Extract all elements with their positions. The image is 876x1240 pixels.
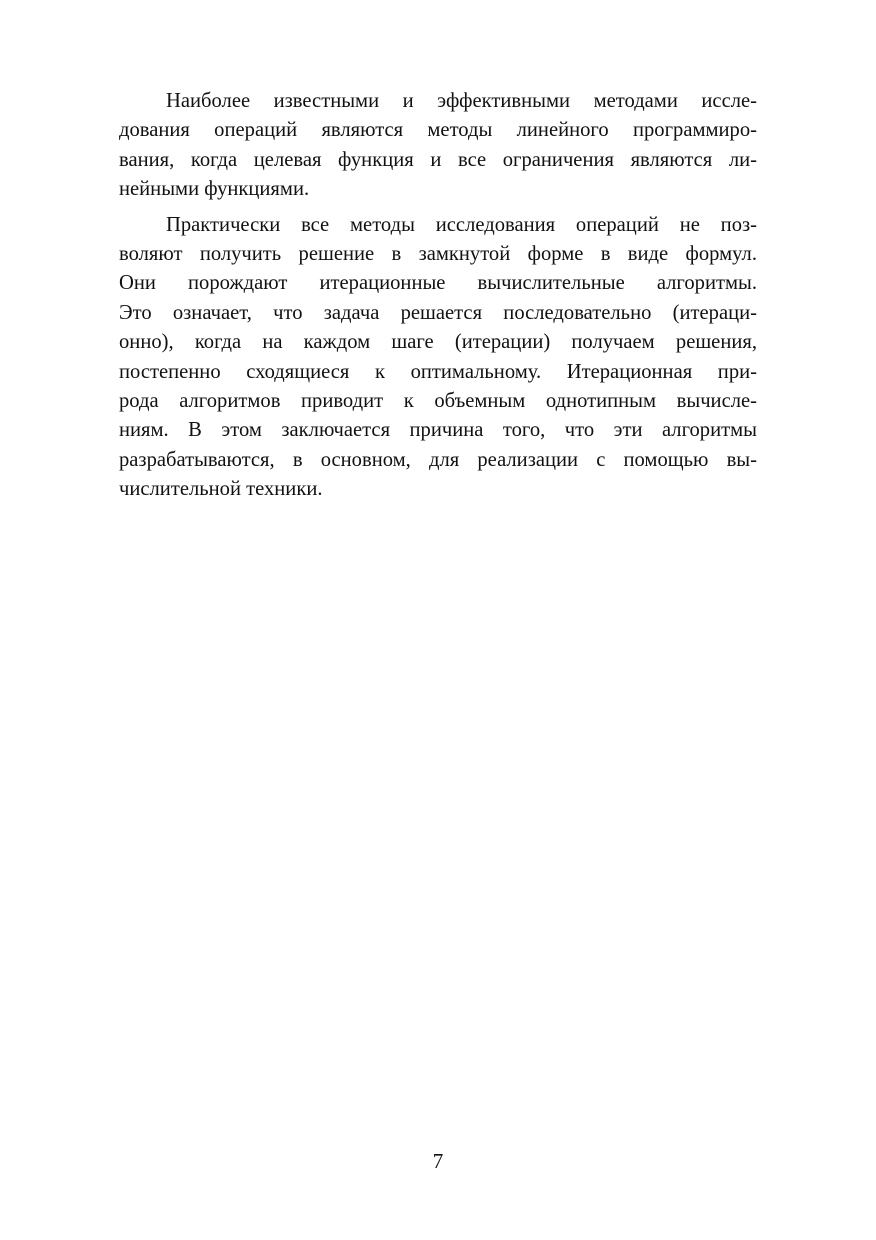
text-line: Они порождают итерационные вычислительные алгоритмы.: [119, 272, 757, 295]
paragraph-1: [119, 87, 757, 205]
text-line: постепенно сходящиеся к оптимальному. Итерационная при-: [119, 360, 757, 383]
text-line: нейными функциями.: [119, 178, 310, 201]
body-text: [119, 87, 757, 511]
text-line: числительной техники.: [119, 478, 323, 501]
page-number: 7: [432, 1149, 444, 1173]
text-line: вания, когда целевая функция и все ограничения являются ли-: [119, 148, 757, 171]
paragraph-2: [119, 211, 757, 505]
text-line: ниям. В этом заключается причина того, что эти алгоритмы: [119, 419, 757, 442]
text-line: Практически все методы исследования операций не поз-: [166, 213, 757, 236]
text-line: рода алгоритмов приводит к объемным однотипным вычисле-: [119, 390, 757, 413]
text-line: онно), когда на каждом шаге (итерации) получаем решения,: [119, 331, 757, 354]
text-line: Это означает, что задача решается последовательно (итераци-: [119, 301, 757, 324]
text-line: Наиболее известными и эффективными методами иссле-: [166, 90, 757, 112]
text-line: воляют получить решение в замкнутой форме в виде формул.: [119, 243, 757, 266]
text-line: дования операций являются методы линейного программиро-: [119, 119, 757, 142]
text-line: разрабатываются, в основном, для реализации с помощью вы-: [119, 448, 757, 471]
